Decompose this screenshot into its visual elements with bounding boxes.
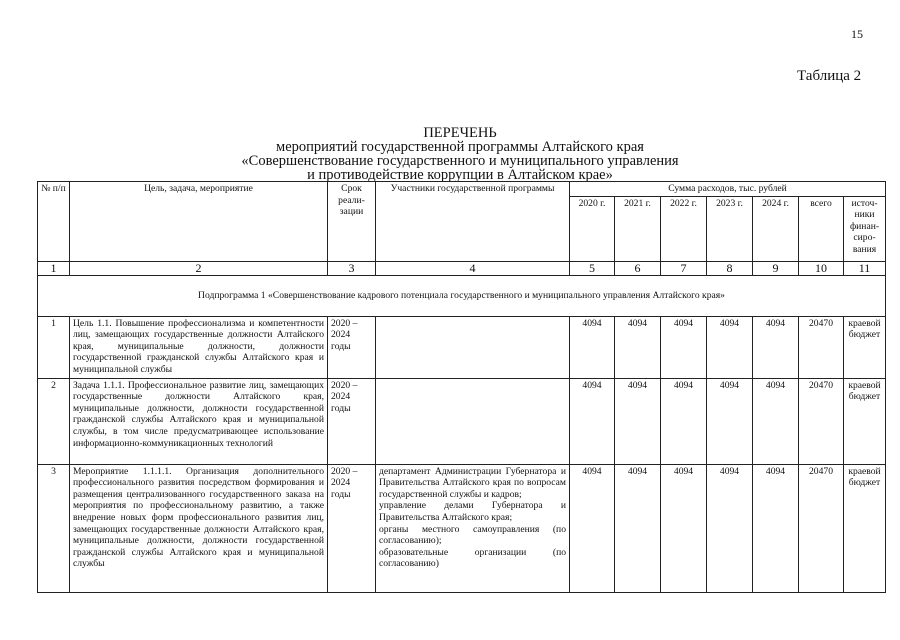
subprogram-row — [38, 275, 886, 316]
row-goal: Задача 1.1.1. Профессиональное развитие лиц, замещающих государственные должности Алтайского края, муниципальные должности, должности государственной гражданской службы Алтайского края и муниципальной службы, в том числе предусматривающее использование информационно-коммуникационных технологий — [70, 378, 328, 464]
column-number: 4 — [376, 261, 570, 275]
table-row — [38, 316, 886, 378]
row-total: 20470 — [799, 378, 844, 464]
header-2021: 2021 г. — [615, 196, 661, 261]
header-no: № п/п — [38, 182, 70, 262]
row-participants — [376, 464, 570, 592]
column-number: 6 — [615, 261, 661, 275]
row-term: 2020 – 2024 годы — [328, 464, 376, 592]
row-2021: 4094 — [615, 378, 661, 464]
header-2023: 2023 г. — [707, 196, 753, 261]
row-2021: 4094 — [615, 316, 661, 378]
row-2023: 4094 — [707, 378, 753, 464]
row-source: краевой бюджет — [844, 464, 886, 592]
title-line-3: «Совершенствование государственного и муниципального управления — [241, 153, 679, 169]
header-term: Срок реали-зации — [328, 182, 376, 262]
title-line-4: и противодействие коррупции в Алтайском крае» — [307, 167, 613, 183]
table-row — [38, 378, 886, 464]
row-source: краевой бюджет — [844, 378, 886, 464]
column-number: 5 — [570, 261, 615, 275]
table-row — [38, 464, 886, 592]
participant-line: образовательные организации (по согласованию) — [379, 546, 566, 570]
participant-line: органы местного самоуправления (по согласованию); — [379, 523, 566, 547]
column-number: 2 — [70, 261, 328, 275]
column-number: 8 — [707, 261, 753, 275]
row-2024: 4094 — [753, 316, 799, 378]
column-number: 1 — [38, 261, 70, 275]
row-2023: 4094 — [707, 464, 753, 592]
row-participants — [376, 378, 570, 464]
row-term: 2020 – 2024 годы — [328, 316, 376, 378]
header-2024: 2024 г. — [753, 196, 799, 261]
activities-table — [37, 181, 886, 593]
row-2024: 4094 — [753, 378, 799, 464]
header-participants: Участники государственной программы — [376, 182, 570, 262]
row-number: 2 — [38, 378, 70, 464]
column-number: 11 — [844, 261, 886, 275]
column-number: 3 — [328, 261, 376, 275]
row-participants — [376, 316, 570, 378]
subprogram-title: Подпрограмма 1 «Совершенствование кадрового потенциала государственного и муниципального управления Алтайского края» — [38, 275, 886, 316]
row-number: 3 — [38, 464, 70, 592]
header-goal: Цель, задача, мероприятие — [70, 182, 328, 262]
header-2020: 2020 г. — [570, 196, 615, 261]
row-2024: 4094 — [753, 464, 799, 592]
page-number: 15 — [851, 27, 863, 41]
document-title — [0, 126, 900, 182]
header-2022: 2022 г. — [661, 196, 707, 261]
row-total: 20470 — [799, 464, 844, 592]
title-line-1: ПЕРЕЧЕНЬ — [423, 125, 497, 141]
title-line-2: мероприятий государственной программы Алтайского края — [276, 139, 644, 155]
row-number: 1 — [38, 316, 70, 378]
participant-line: департамент Администрации Губернатора и Правительства Алтайского края по вопросам государственной службы и кадров; — [379, 465, 566, 500]
row-source: краевой бюджет — [844, 316, 886, 378]
column-number: 9 — [753, 261, 799, 275]
row-goal: Мероприятие 1.1.1.1. Организация дополнительного профессионального развития посредством формирования и размещения централизованного государственного заказа на мероприятия по профессиональному развитию, а также внедрение новых форм профессионального развития лиц, замещающих государственные должности Алтайского края, муниципальные должности, должности государственной гражданской службы Алтайского края и муниципальной службы — [70, 464, 328, 592]
row-2022: 4094 — [661, 464, 707, 592]
participant-line: управление делами Губернатора и Правительства Алтайского края; — [379, 500, 566, 523]
header-row-1 — [38, 182, 886, 197]
column-numbers-row — [38, 261, 886, 275]
column-number: 10 — [799, 261, 844, 275]
row-2020: 4094 — [570, 316, 615, 378]
row-2021: 4094 — [615, 464, 661, 592]
header-source: источ-ники финан-сиро-вания — [844, 196, 886, 261]
row-2020: 4094 — [570, 378, 615, 464]
row-term: 2020 – 2024 годы — [328, 378, 376, 464]
row-2022: 4094 — [661, 378, 707, 464]
table-label: Таблица 2 — [797, 68, 862, 84]
row-2022: 4094 — [661, 316, 707, 378]
column-number: 7 — [661, 261, 707, 275]
row-goal: Цель 1.1. Повышение профессионализма и компетентности лиц, замещающих государственные должности Алтайского края, муниципальные должности, должности государственной гражданской службы Алтайского края и муниципальной службы — [70, 316, 328, 378]
row-total: 20470 — [799, 316, 844, 378]
row-2020: 4094 — [570, 464, 615, 592]
row-2023: 4094 — [707, 316, 753, 378]
header-total: всего — [799, 196, 844, 261]
header-expenses: Сумма расходов, тыс. рублей — [570, 182, 886, 197]
